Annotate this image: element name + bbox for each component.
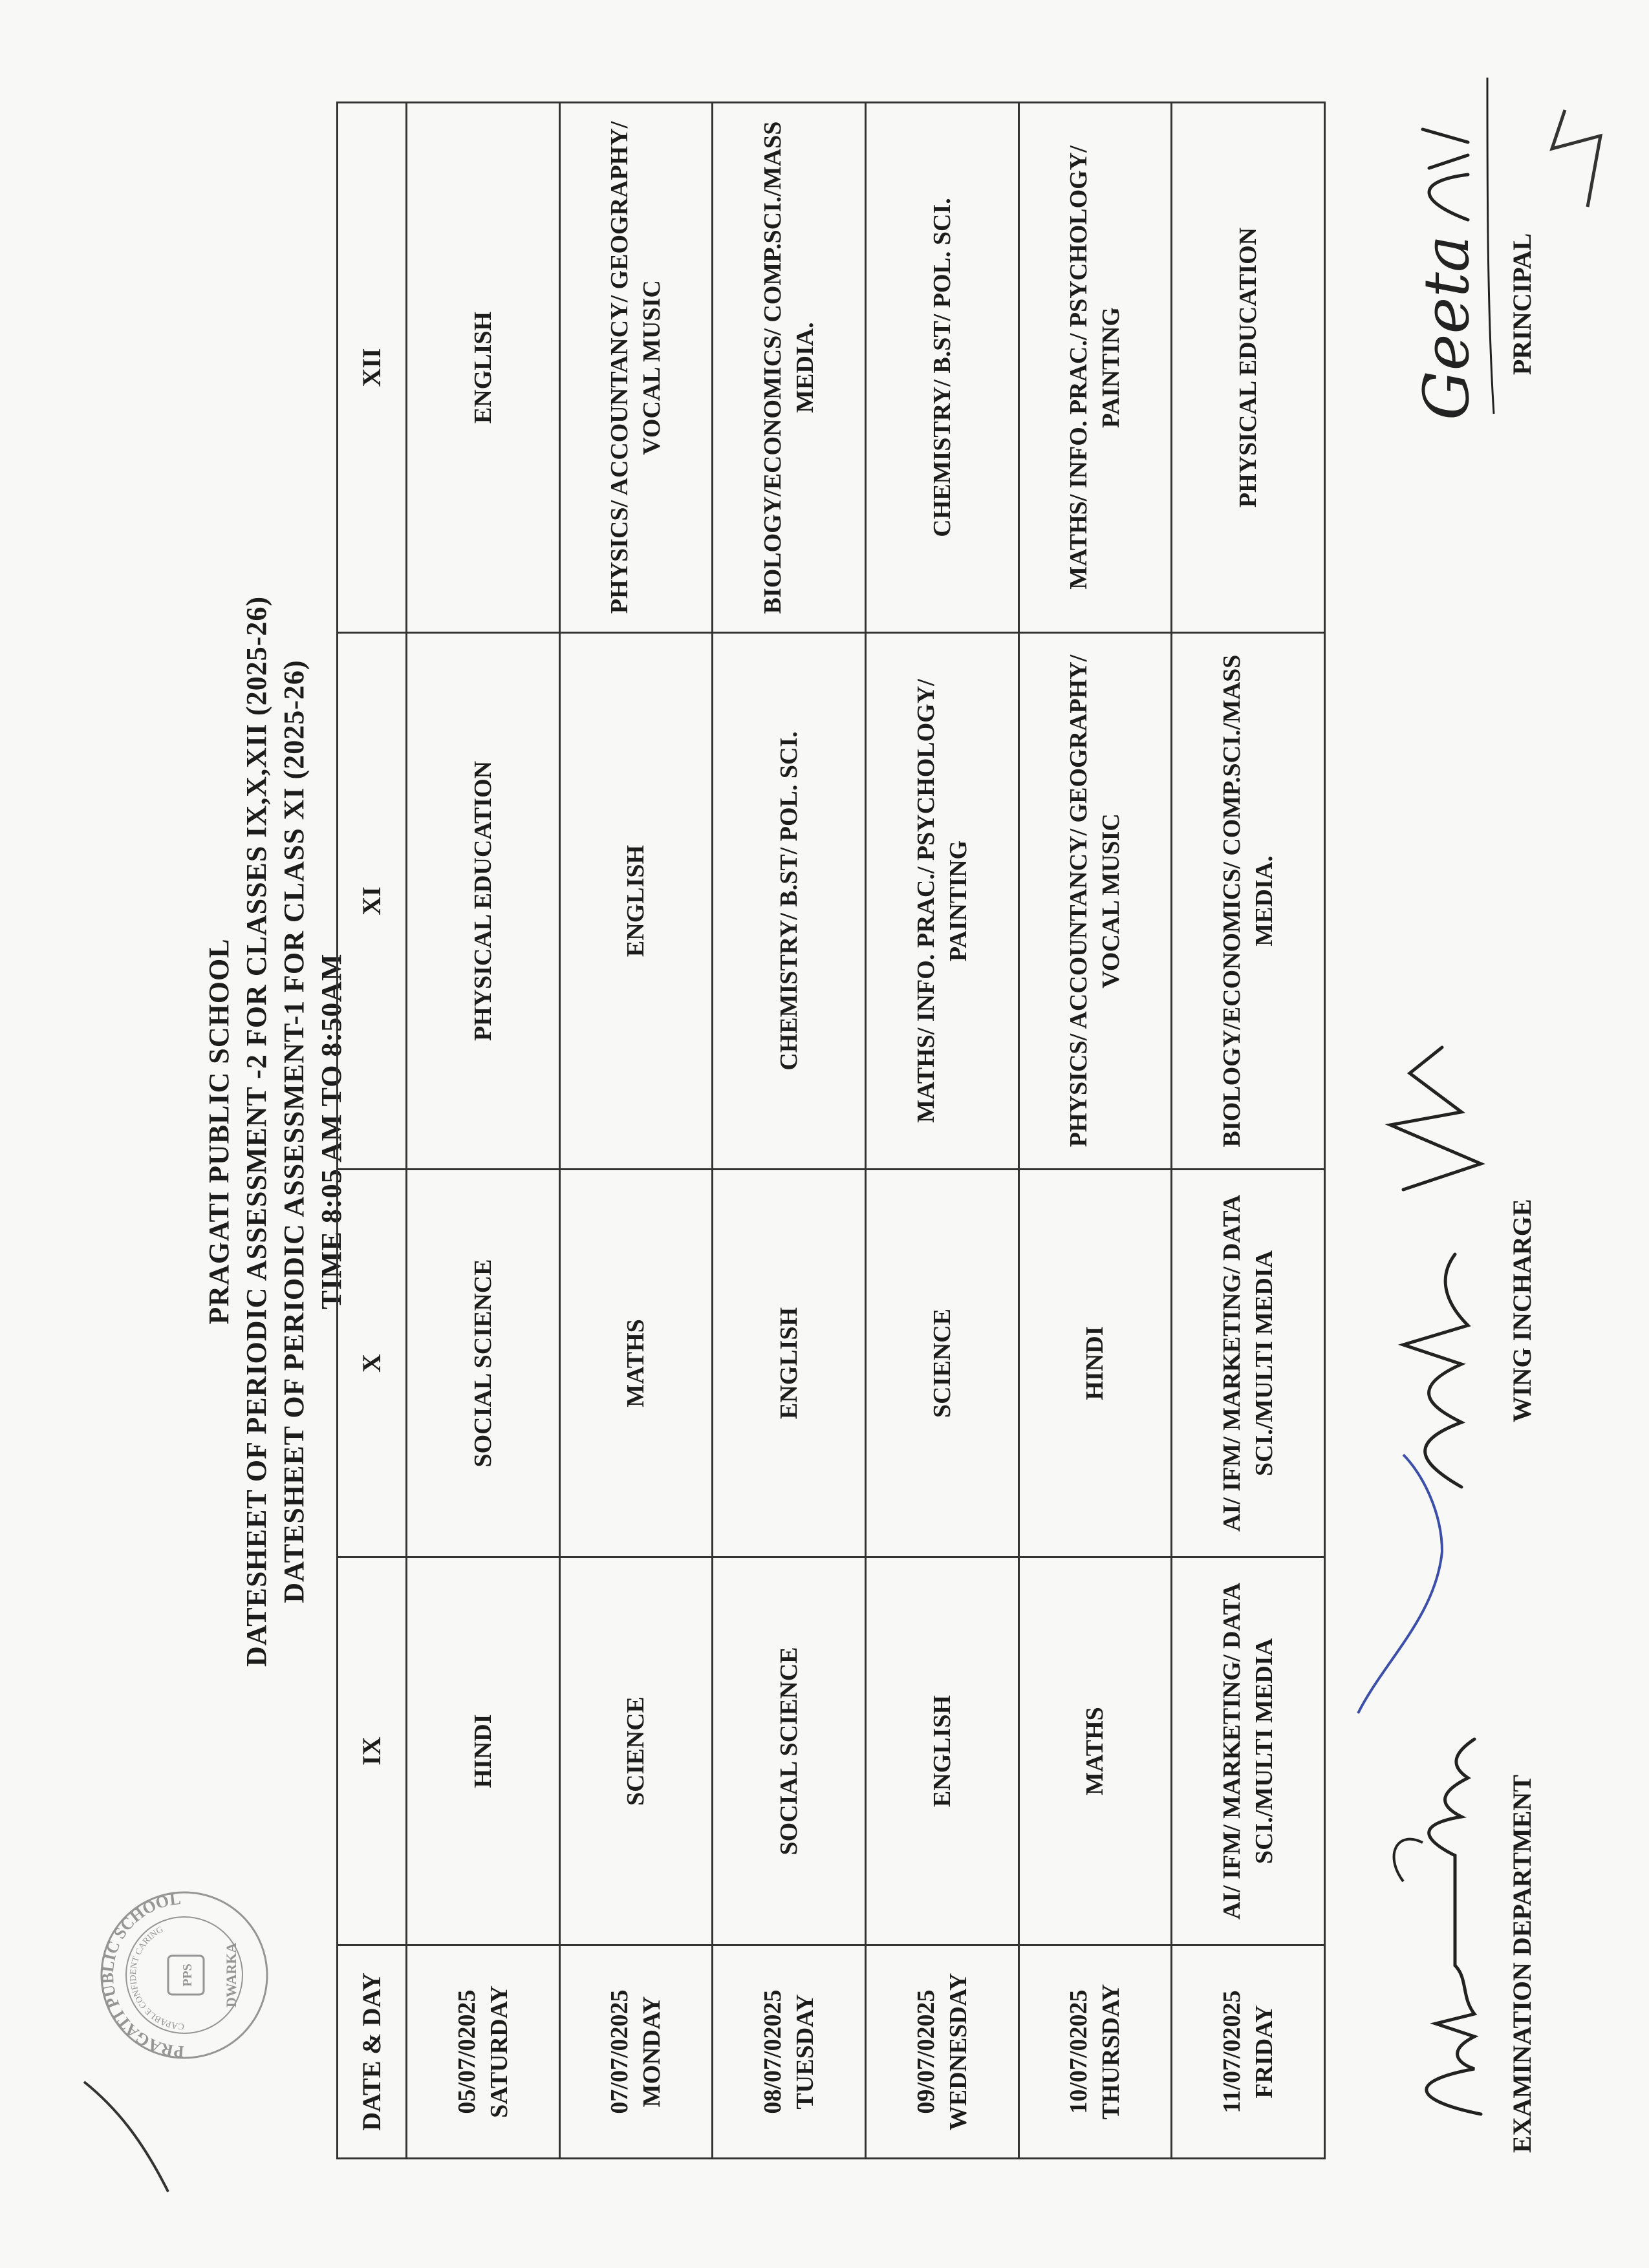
date-text: 11/07/02025 [1218,1990,1246,2113]
day-text: THURSDAY [1097,1984,1125,2120]
cell-ix: AI/ IFM/ MARKETING/ DATA SCI./MULTI MEDIA [1172,1557,1325,1945]
table-row [1018,103,1172,2159]
logo-monogram: PPS [180,1963,195,1987]
rotated-datesheet [162,65,1610,2198]
wing-incharge-label: WING INCHARGE [1507,1199,1536,1422]
cell-x: ENGLISH [713,1170,866,1557]
table-row [407,103,560,2159]
day-text: MONDAY [638,1996,666,2108]
cell-x: HINDI [1018,1170,1172,1557]
day-text: FRIDAY [1251,2005,1278,2099]
date-text: 05/07/02025 [453,1989,480,2114]
exam-dept-signature [1377,1726,1507,2127]
date-text: 10/07/02025 [1065,1989,1093,2114]
header-date-day: DATE & DAY [338,1945,407,2159]
cell-xii: PHYSICAL EDUCATION [1172,103,1325,633]
table-header-row [338,103,407,2159]
header-class-x: X [338,1170,407,1557]
cell-xi: CHEMISTRY/ B.ST/ POL. SCI. [713,633,866,1170]
date-day-cell [1172,1945,1325,2159]
cell-xii: BIOLOGY/ECONOMICS/ COMP.SCI./MASS MEDIA. [713,103,866,633]
cell-ix: HINDI [407,1557,560,1945]
table-row [865,103,1018,2159]
cell-ix: MATHS [1018,1557,1172,1945]
day-text: WEDNESDAY [944,1973,972,2131]
header-line-1: DATESHEET OF PERIODIC ASSESSMENT -2 FOR CLASSES IX,X,XII (2025-26) [241,595,272,1667]
exam-dept-label: EXAMINATION DEPARTMENT [1507,1775,1536,2153]
wing-incharge-signature [1364,1022,1507,1500]
date-day-cell [1018,1945,1172,2159]
cell-xi: ENGLISH [559,633,713,1170]
school-name: PRAGATI PUBLIC SCHOOL [203,938,235,1325]
header-class-xi: XI [338,633,407,1170]
principal-signature-name: Geeta [1410,235,1483,420]
date-text: 09/07/02025 [912,1989,940,2114]
table-row [1172,103,1325,2159]
cell-xii: PHYSICS/ ACCOUNTANCY/ GEOGRAPHY/ VOCAL MUSIC [559,103,713,633]
principal-signature [1390,65,1507,427]
logo-inner-text: CAPABLE CONFIDENT CARING [128,1925,185,2031]
table-row [559,103,713,2159]
cell-x: SOCIAL SCIENCE [407,1170,560,1557]
table-row [713,103,866,2159]
datesheet-table [336,102,1326,2159]
day-text: TUESDAY [792,1994,819,2110]
cell-ix: SOCIAL SCIENCE [713,1557,866,1945]
cell-ix: SCIENCE [559,1557,713,1945]
header-block [200,65,350,2198]
header-class-ix: IX [338,1557,407,1945]
cell-xi: PHYSICS/ ACCOUNTANCY/ GEOGRAPHY/ VOCAL MUSIC [1018,633,1172,1170]
cell-ix: ENGLISH [865,1557,1018,1945]
header-line-3: TIME 8:05 AM TO 8:50AM [316,953,347,1310]
cell-xii: CHEMISTRY/ B.ST/ POL. SCI. [865,103,1018,633]
date-day-cell [865,1945,1018,2159]
principal-label: PRINCIPAL [1507,233,1536,375]
cell-xii: ENGLISH [407,103,560,633]
logo-outer-text: PRAGATI PUBLIC SCHOOL [98,1888,185,2062]
day-text: SATURDAY [485,1985,513,2118]
header-class-xii: XII [338,103,407,633]
cell-xii: MATHS/ INFO. PRAC./ PSYCHOLOGY/ PAINTING [1018,103,1172,633]
date-text: 08/07/02025 [759,1989,787,2114]
cell-x: MATHS [559,1170,713,1557]
date-day-cell [407,1945,560,2159]
logo-place-text: DWARKA [223,1942,239,2008]
header-line-2: DATESHEET OF PERIODIC ASSESSMENT-1 FOR CLASS XI (2025-26) [278,659,310,1603]
date-day-cell [713,1945,866,2159]
cell-xi: PHYSICAL EDUCATION [407,633,560,1170]
cell-x: SCIENCE [865,1170,1018,1557]
date-text: 07/07/02025 [606,1989,634,2114]
cell-x: AI/ IFM/ MARKETING/ DATA SCI./MULTI MEDIA [1172,1170,1325,1557]
cell-xi: MATHS/ INFO. PRAC./ PSYCHOLOGY/ PAINTING [865,633,1018,1170]
date-day-cell [559,1945,713,2159]
cell-xi: BIOLOGY/ECONOMICS/ COMP.SCI./MASS MEDIA. [1172,633,1325,1170]
